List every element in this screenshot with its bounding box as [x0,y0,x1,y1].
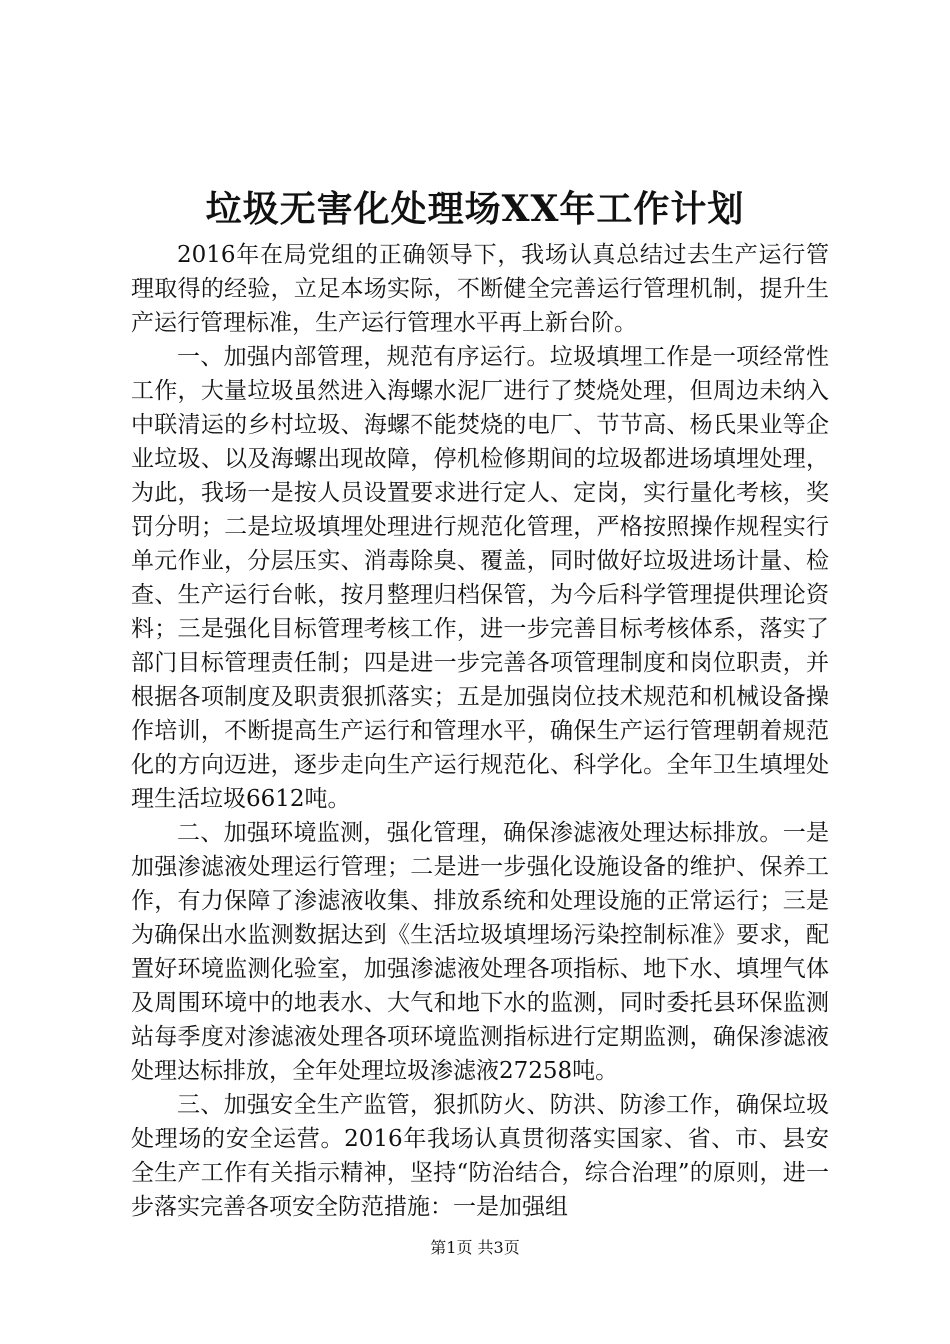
document-title: 垃圾无害化处理场XX年工作计划 [205,188,745,230]
paragraph-environment-monitoring: 二、加强环境监测，强化管理，确保渗滤液处理达标排放。一是加强渗滤液处理运行管理；二是进一步强化设施设备的维护、保养工作，有力保障了渗滤液收集、排放系统和处理设施的正常运行；三是为确保出水监测数据达到《生活垃圾填埋场污染控制标准》要求，配置好环境监测化验室，加强渗滤液处理各项指标、地下水、填埋气体及周围环境中的地表水、大气和地下水的监测，同时委托县环保监测站每季度对渗滤液处理各项环境监测指标进行定期监测，确保渗滤液处理达标排放，全年处理垃圾渗滤液27258吨。 [131,820,829,1084]
paragraph-internal-management: 一、加强内部管理，规范有序运行。垃圾填埋工作是一项经常性工作，大量垃圾虽然进入海螺水泥厂进行了焚烧处理，但周边未纳入中联清运的乡村垃圾、海螺不能焚烧的电厂、节节高、杨氏果业等企业垃圾、以及海螺出现故障，停机检修期间的垃圾都进场填埋处理，为此，我场一是按人员设置要求进行定人、定岗，实行量化考核，奖罚分明；二是垃圾填埋处理进行规范化管理，严格按照操作规程实行单元作业，分层压实、消毒除臭、覆盖，同时做好垃圾进场计量、检查、生产运行台帐，按月整理归档保管，为今后科学管理提供理论资料；三是强化目标管理考核工作，进一步完善目标考核体系，落实了部门目标管理责任制；四是进一步完善各项管理制度和岗位职责，并根据各项制度及职责狠抓落实；五是加强岗位技术规范和机械设备操作培训，不断提高生产运行和管理水平，确保生产运行管理朝着规范化的方向迈进，逐步走向生产运行规范化、科学化。全年卫生填埋处理生活垃圾6612吨。 [131,344,829,812]
paragraph-intro: 2016年在局党组的正确领导下，我场认真总结过去生产运行管理取得的经验，立足本场实际，不断健全完善运行管理机制，提升生产运行管理标准，生产运行管理水平再上新台阶。 [131,242,829,336]
document-body [131,238,829,1224]
page-footer: 第1页 共3页 [430,1238,520,1257]
paragraph-safety-supervision: 三、加强安全生产监管，狠抓防火、防洪、防渗工作，确保垃圾处理场的安全运营。2016年我场认真贯彻落实国家、省、市、县安全生产工作有关指示精神，坚持“防治结合，综合治理”的原则，进一步落实完善各项安全防范措施：一是加强组 [131,1092,829,1220]
